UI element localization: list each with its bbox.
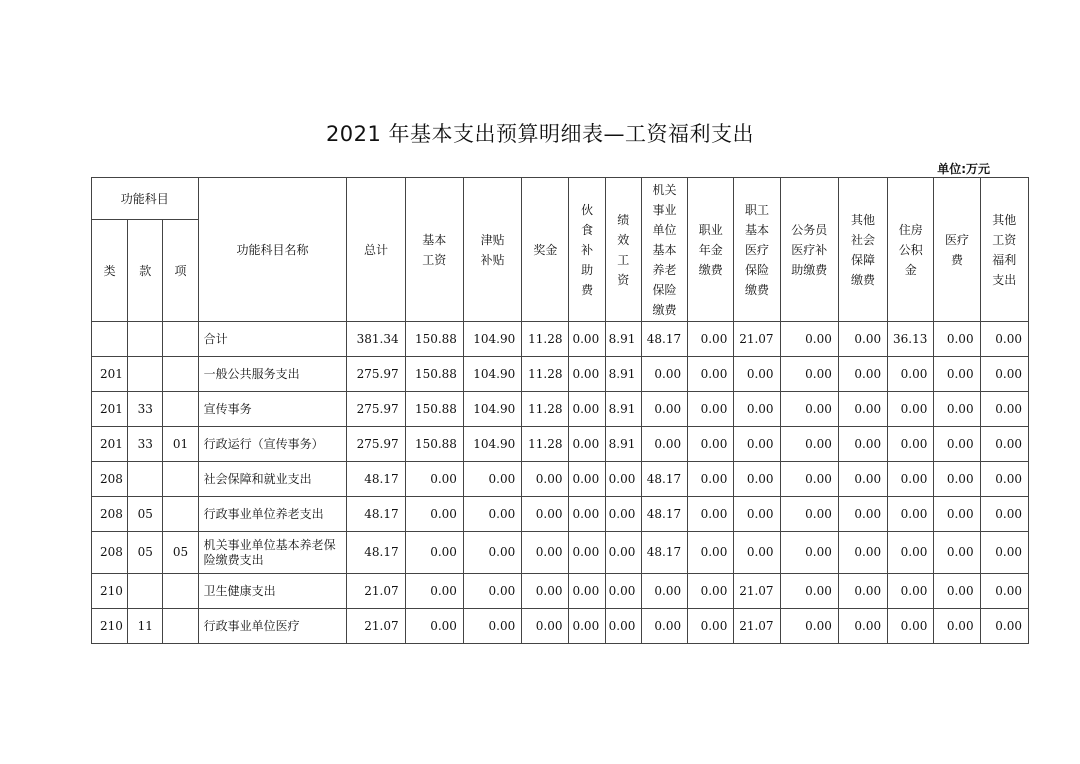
cell-value: 8.91 [605, 322, 641, 357]
header-line: 医疗 [744, 242, 769, 257]
table-row [92, 497, 1029, 532]
header-lei: 类 [92, 220, 128, 322]
cell-subject-name: 行政事业单位医疗 [198, 609, 347, 644]
cell-value: 0.00 [780, 462, 838, 497]
cell-value: 0.00 [934, 462, 980, 497]
cell-value: 0.00 [888, 392, 934, 427]
cell-value: 0.00 [734, 392, 780, 427]
cell-kuan [128, 574, 163, 609]
page-title: 2021 年基本支出预算明细表—工资福利支出 [325, 122, 755, 146]
cell-lei: 201 [92, 392, 128, 427]
cell-value: 0.00 [980, 497, 1028, 532]
cell-value: 0.00 [569, 392, 605, 427]
cell-value: 0.00 [522, 532, 569, 574]
cell-value: 21.07 [734, 322, 780, 357]
cell-value: 0.00 [888, 574, 934, 609]
header-line: 养老 [652, 262, 677, 277]
cell-value: 48.17 [347, 462, 405, 497]
cell-value: 0.00 [980, 574, 1028, 609]
cell-value: 0.00 [463, 609, 521, 644]
unit-label: 单位:万元 [937, 162, 990, 176]
cell-value: 0.00 [688, 497, 734, 532]
cell-value: 48.17 [641, 322, 687, 357]
header-line: 补 [581, 242, 594, 257]
cell-value: 0.00 [569, 427, 605, 462]
cell-kuan [128, 322, 163, 357]
cell-value: 275.97 [347, 357, 405, 392]
cell-value: 0.00 [569, 497, 605, 532]
cell-lei: 201 [92, 357, 128, 392]
table-header [92, 178, 1029, 322]
cell-value: 11.28 [522, 392, 569, 427]
cell-value: 48.17 [641, 462, 687, 497]
cell-value: 0.00 [569, 574, 605, 609]
cell-value: 21.07 [734, 574, 780, 609]
cell-value: 8.91 [605, 427, 641, 462]
cell-subject-name: 合计 [198, 322, 347, 357]
cell-value: 0.00 [888, 427, 934, 462]
header-line: 其他 [850, 212, 875, 227]
cell-value: 11.28 [522, 322, 569, 357]
cell-lei: 210 [92, 574, 128, 609]
header-line: 津贴 [480, 232, 505, 247]
cell-value: 0.00 [405, 462, 463, 497]
cell-lei: 208 [92, 497, 128, 532]
header-line: 助 [581, 262, 594, 277]
cell-subject-name: 宣传事务 [198, 392, 347, 427]
cell-value: 8.91 [605, 357, 641, 392]
cell-value: 150.88 [405, 357, 463, 392]
cell-value: 0.00 [780, 497, 838, 532]
header-line: 绩 [617, 212, 630, 227]
cell-value: 0.00 [934, 609, 980, 644]
cell-value: 0.00 [522, 497, 569, 532]
cell-lei: 201 [92, 427, 128, 462]
cell-value: 0.00 [838, 357, 887, 392]
table-row [92, 532, 1029, 574]
cell-kuan: 05 [128, 532, 163, 574]
header-line: 工 [617, 252, 630, 267]
table-row [92, 357, 1029, 392]
cell-value: 0.00 [641, 574, 687, 609]
header-line: 效 [617, 232, 630, 247]
table-row [92, 392, 1029, 427]
cell-value: 0.00 [934, 392, 980, 427]
cell-value: 0.00 [522, 609, 569, 644]
header-other-social-security [838, 178, 887, 322]
cell-value: 0.00 [734, 427, 780, 462]
cell-value: 48.17 [347, 497, 405, 532]
header-line: 单位 [652, 222, 677, 237]
cell-value: 104.90 [463, 392, 521, 427]
cell-value: 0.00 [838, 392, 887, 427]
cell-value: 0.00 [734, 532, 780, 574]
header-line: 缴费 [744, 282, 769, 297]
cell-value: 0.00 [980, 427, 1028, 462]
cell-value: 0.00 [734, 462, 780, 497]
cell-value: 0.00 [734, 497, 780, 532]
cell-value: 0.00 [688, 574, 734, 609]
cell-kuan [128, 462, 163, 497]
cell-value: 0.00 [838, 497, 887, 532]
header-xiang: 项 [163, 220, 198, 322]
header-line: 职工 [744, 202, 769, 217]
cell-value: 0.00 [780, 322, 838, 357]
header-pension-insurance [641, 178, 687, 322]
cell-lei: 208 [92, 462, 128, 497]
cell-value: 0.00 [838, 462, 887, 497]
cell-subject-name: 行政事业单位养老支出 [198, 497, 347, 532]
cell-subject-name: 机关事业单位基本养老保险缴费支出 [198, 532, 347, 574]
cell-value: 0.00 [734, 357, 780, 392]
header-subject-name: 功能科目名称 [198, 178, 347, 322]
cell-value: 104.90 [463, 357, 521, 392]
cell-value: 0.00 [980, 462, 1028, 497]
header-line: 公务员 [791, 222, 828, 237]
cell-kuan: 33 [128, 427, 163, 462]
header-line: 费 [950, 252, 963, 267]
header-line: 缴费 [698, 262, 723, 277]
header-line: 福利 [992, 252, 1017, 267]
cell-xiang [163, 462, 198, 497]
cell-xiang [163, 322, 198, 357]
cell-value: 0.00 [780, 609, 838, 644]
cell-value: 0.00 [838, 322, 887, 357]
header-line: 事业 [652, 202, 677, 217]
budget-table [91, 177, 1029, 644]
header-line: 奖金 [533, 242, 558, 257]
cell-value: 0.00 [934, 532, 980, 574]
cell-value: 0.00 [838, 574, 887, 609]
cell-value: 48.17 [641, 497, 687, 532]
cell-value: 0.00 [569, 462, 605, 497]
cell-kuan: 05 [128, 497, 163, 532]
cell-value: 0.00 [605, 609, 641, 644]
cell-value: 0.00 [888, 532, 934, 574]
header-housing-fund [888, 178, 934, 322]
header-line: 社会 [850, 232, 875, 247]
cell-value: 0.00 [569, 532, 605, 574]
cell-value: 0.00 [838, 532, 887, 574]
header-line: 基本 [744, 222, 769, 237]
cell-value: 21.07 [734, 609, 780, 644]
cell-value: 0.00 [688, 427, 734, 462]
header-total: 总计 [347, 178, 405, 322]
cell-value: 0.00 [641, 427, 687, 462]
cell-value: 150.88 [405, 392, 463, 427]
cell-value: 0.00 [688, 532, 734, 574]
table-row [92, 427, 1029, 462]
cell-value: 0.00 [980, 609, 1028, 644]
cell-value: 150.88 [405, 427, 463, 462]
cell-value: 0.00 [888, 609, 934, 644]
header-line: 职业 [698, 222, 723, 237]
header-performance-pay [605, 178, 641, 322]
cell-value: 0.00 [605, 462, 641, 497]
cell-value: 11.28 [522, 427, 569, 462]
cell-value: 0.00 [641, 357, 687, 392]
cell-xiang [163, 609, 198, 644]
cell-value: 0.00 [688, 609, 734, 644]
cell-value: 8.91 [605, 392, 641, 427]
cell-kuan [128, 357, 163, 392]
header-occupational-annuity [688, 178, 734, 322]
header-line: 保险 [744, 262, 769, 277]
cell-value: 0.00 [522, 574, 569, 609]
header-line: 年金 [698, 242, 723, 257]
cell-value: 0.00 [888, 497, 934, 532]
header-line: 机关 [652, 182, 677, 197]
cell-lei [92, 322, 128, 357]
cell-value: 104.90 [463, 322, 521, 357]
cell-value: 0.00 [980, 322, 1028, 357]
header-line: 保障 [850, 252, 875, 267]
cell-kuan: 33 [128, 392, 163, 427]
cell-value: 0.00 [934, 427, 980, 462]
cell-value: 48.17 [347, 532, 405, 574]
cell-subject-name: 行政运行（宣传事务） [198, 427, 347, 462]
cell-value: 0.00 [522, 462, 569, 497]
cell-value: 0.00 [605, 497, 641, 532]
cell-value: 0.00 [405, 497, 463, 532]
cell-value: 0.00 [688, 322, 734, 357]
header-medical-insurance [734, 178, 780, 322]
table-row [92, 574, 1029, 609]
cell-value: 0.00 [888, 462, 934, 497]
header-line: 助缴费 [791, 262, 828, 277]
header-allowance [463, 178, 521, 322]
cell-value: 0.00 [780, 532, 838, 574]
table-row [92, 609, 1029, 644]
cell-value: 0.00 [934, 357, 980, 392]
header-line: 工资 [422, 252, 447, 267]
header-line: 缴费 [652, 302, 677, 317]
cell-subject-name: 一般公共服务支出 [198, 357, 347, 392]
header-line: 基本 [652, 242, 677, 257]
cell-kuan: 11 [128, 609, 163, 644]
table-row [92, 462, 1029, 497]
cell-subject-name: 社会保障和就业支出 [198, 462, 347, 497]
header-line: 工资 [992, 232, 1017, 247]
header-line: 医疗补 [791, 242, 828, 257]
header-medical-expense [934, 178, 980, 322]
header-line: 费 [581, 282, 594, 297]
cell-value: 48.17 [641, 532, 687, 574]
cell-value: 150.88 [405, 322, 463, 357]
cell-value: 0.00 [569, 357, 605, 392]
cell-value: 0.00 [463, 574, 521, 609]
cell-xiang [163, 497, 198, 532]
cell-value: 0.00 [463, 497, 521, 532]
cell-value: 0.00 [980, 532, 1028, 574]
header-basic-salary [405, 178, 463, 322]
header-line: 补贴 [480, 252, 505, 267]
cell-value: 0.00 [569, 609, 605, 644]
header-line: 金 [904, 262, 917, 277]
cell-value: 0.00 [463, 462, 521, 497]
cell-value: 275.97 [347, 392, 405, 427]
header-line: 保险 [652, 282, 677, 297]
cell-value: 0.00 [838, 609, 887, 644]
table-body [92, 322, 1029, 644]
cell-value: 0.00 [605, 532, 641, 574]
cell-xiang: 01 [163, 427, 198, 462]
cell-value: 0.00 [641, 609, 687, 644]
cell-value: 0.00 [780, 574, 838, 609]
header-meal-subsidy [569, 178, 605, 322]
table-row [92, 322, 1029, 357]
header-bonus [522, 178, 569, 322]
cell-value: 0.00 [934, 574, 980, 609]
cell-value: 0.00 [405, 609, 463, 644]
header-line: 基本 [422, 232, 447, 247]
header-line: 住房 [898, 222, 923, 237]
cell-value: 0.00 [605, 574, 641, 609]
cell-value: 0.00 [888, 357, 934, 392]
cell-value: 0.00 [780, 392, 838, 427]
header-line: 食 [581, 222, 594, 237]
header-line: 缴费 [850, 272, 875, 287]
header-other-welfare [980, 178, 1028, 322]
cell-value: 11.28 [522, 357, 569, 392]
cell-subject-name: 卫生健康支出 [198, 574, 347, 609]
header-line: 伙 [581, 202, 594, 217]
header-line: 医疗 [944, 232, 969, 247]
header-kuan: 款 [128, 220, 163, 322]
header-line: 支出 [992, 272, 1017, 287]
cell-value: 21.07 [347, 574, 405, 609]
cell-value: 275.97 [347, 427, 405, 462]
cell-value: 0.00 [934, 497, 980, 532]
header-line: 资 [617, 272, 630, 287]
cell-xiang: 05 [163, 532, 198, 574]
cell-value: 0.00 [980, 392, 1028, 427]
cell-xiang [163, 574, 198, 609]
cell-value: 381.34 [347, 322, 405, 357]
cell-value: 0.00 [780, 427, 838, 462]
cell-value: 36.13 [888, 322, 934, 357]
cell-value: 0.00 [934, 322, 980, 357]
cell-value: 0.00 [641, 392, 687, 427]
cell-lei: 210 [92, 609, 128, 644]
cell-value: 0.00 [405, 532, 463, 574]
cell-value: 21.07 [347, 609, 405, 644]
header-line: 公积 [898, 242, 923, 257]
cell-value: 0.00 [405, 574, 463, 609]
cell-value: 0.00 [463, 532, 521, 574]
cell-xiang [163, 392, 198, 427]
cell-value: 0.00 [688, 357, 734, 392]
cell-value: 0.00 [838, 427, 887, 462]
cell-lei: 208 [92, 532, 128, 574]
header-civil-servant-medical [780, 178, 838, 322]
cell-value: 104.90 [463, 427, 521, 462]
cell-value: 0.00 [569, 322, 605, 357]
cell-value: 0.00 [980, 357, 1028, 392]
header-function-subject: 功能科目 [92, 178, 199, 220]
header-line: 其他 [992, 212, 1017, 227]
cell-value: 0.00 [688, 392, 734, 427]
cell-value: 0.00 [780, 357, 838, 392]
cell-value: 0.00 [688, 462, 734, 497]
cell-xiang [163, 357, 198, 392]
